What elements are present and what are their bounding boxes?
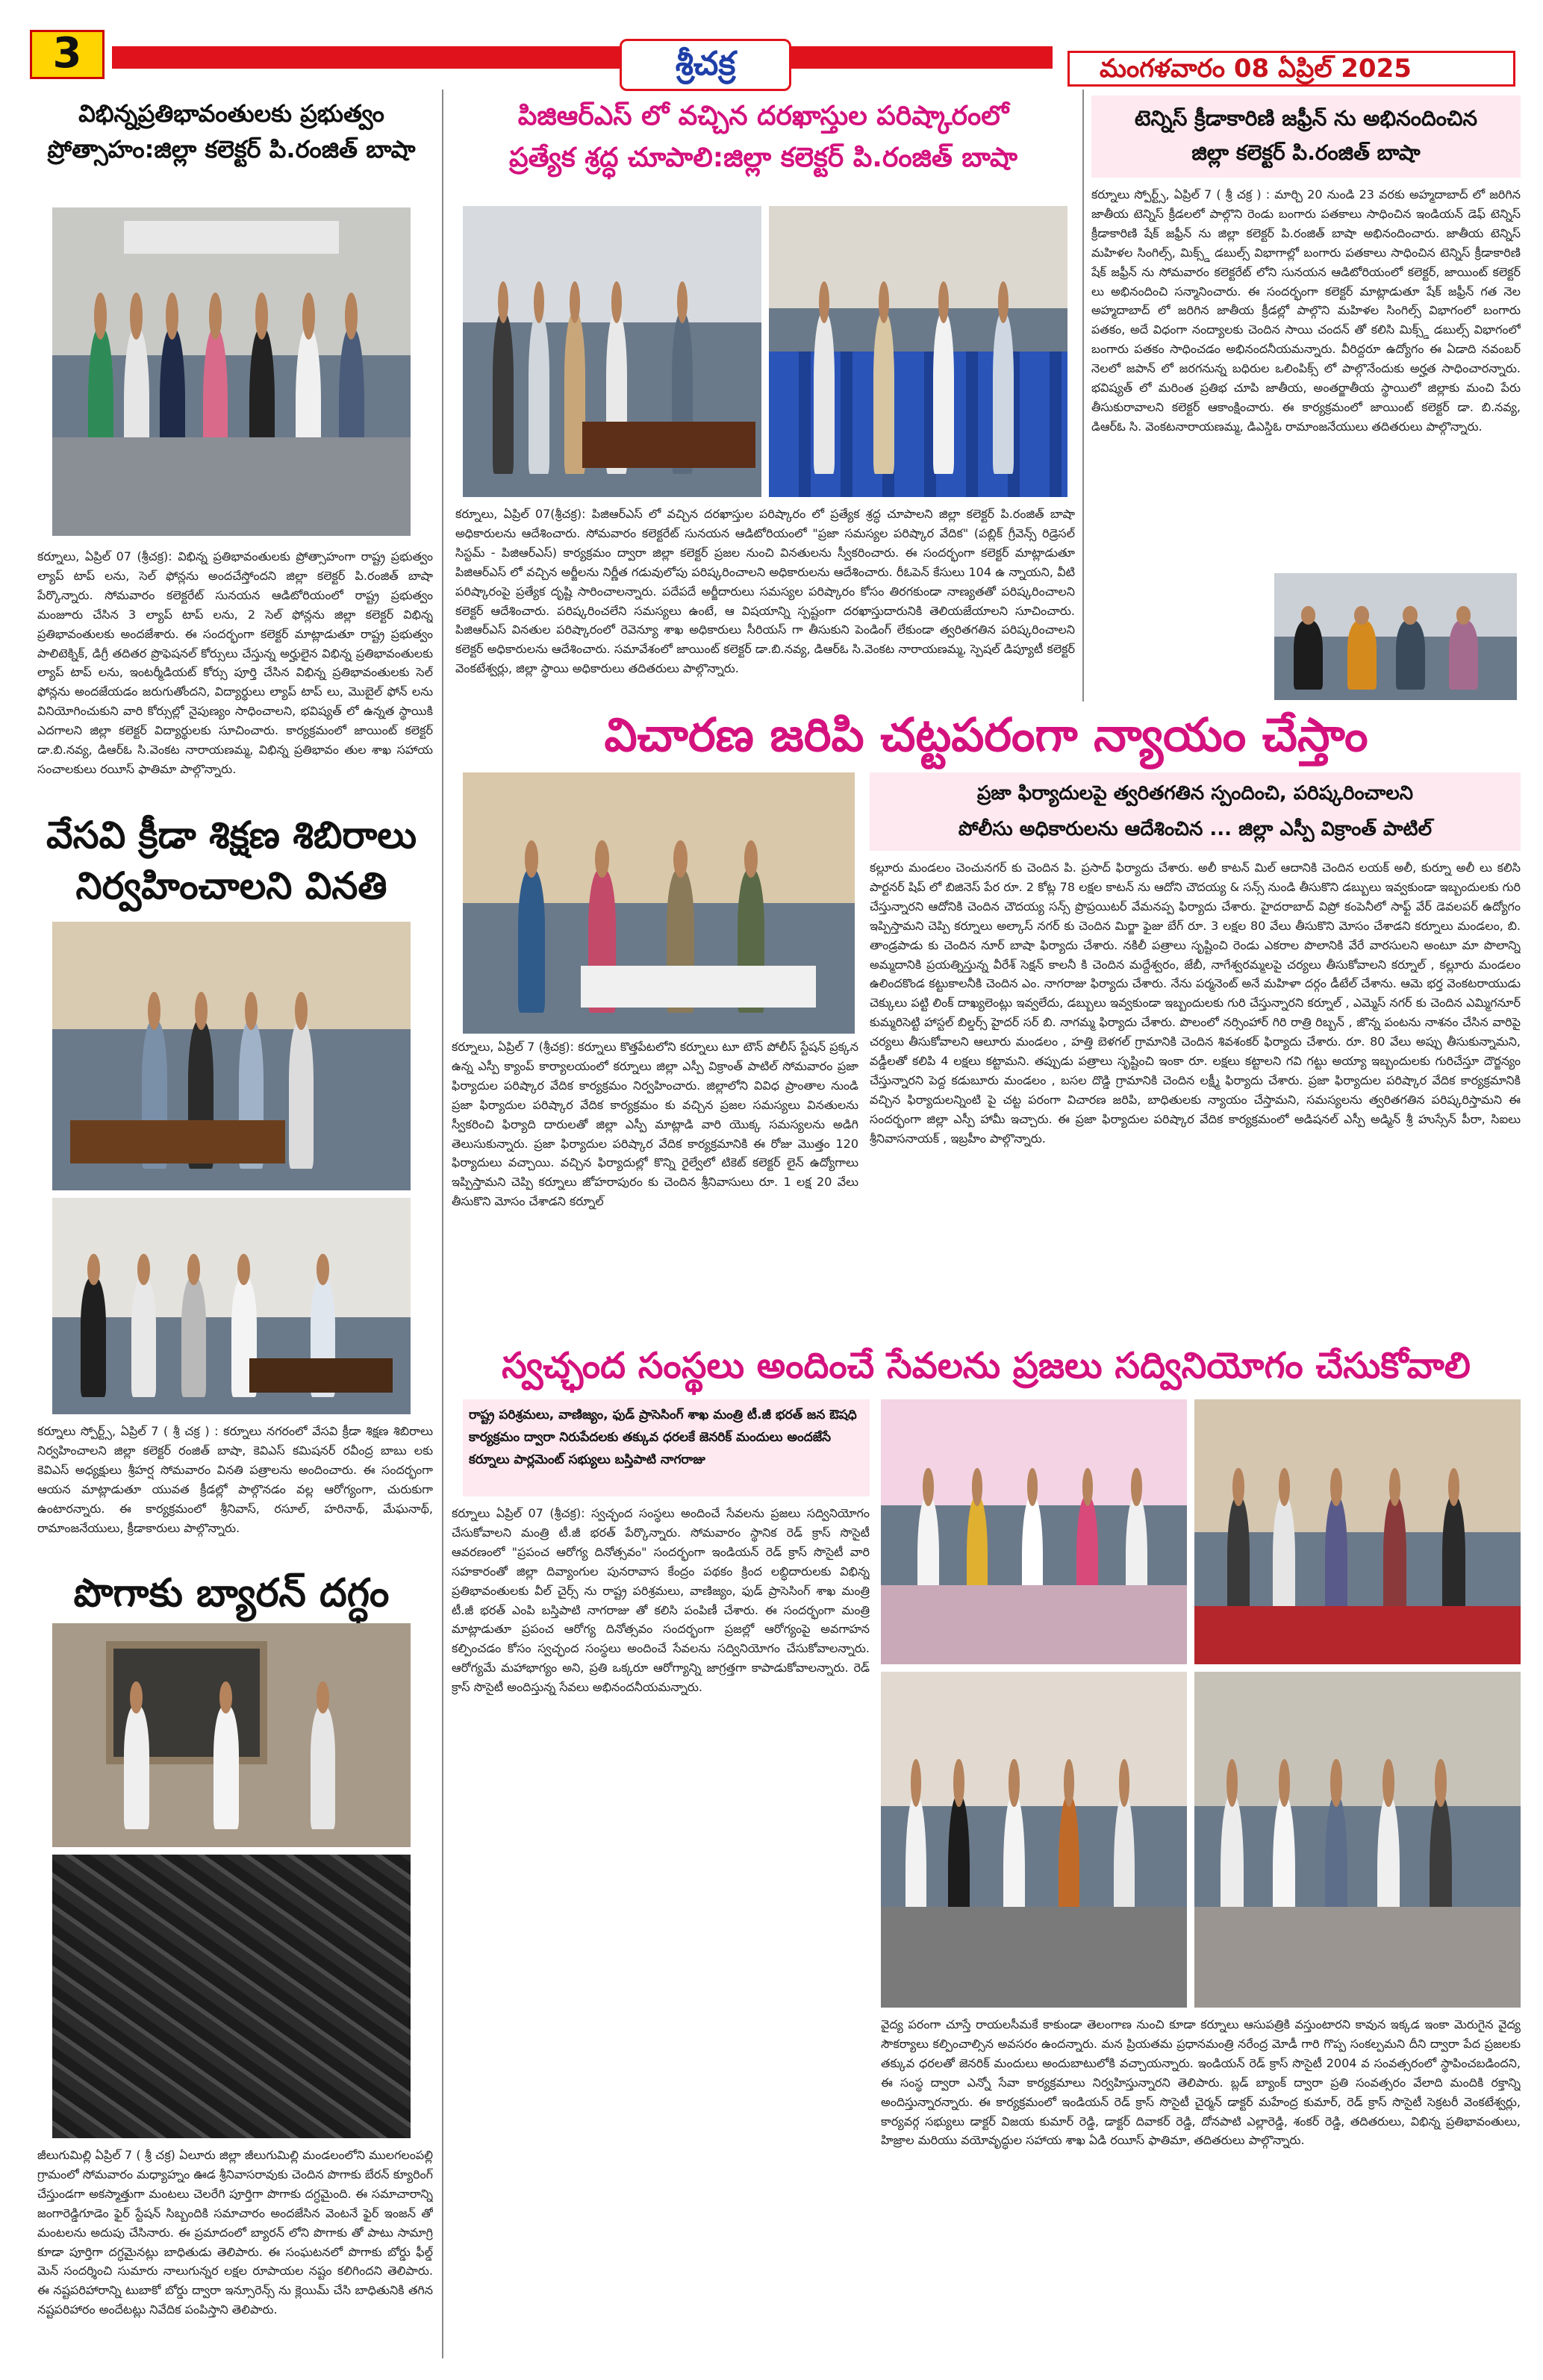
masthead-red-bar <box>112 46 1053 69</box>
article-headline: విభిన్నప్రతిభావంతులకు ప్రభుత్వం ప్రోత్సాహం:జిల్లా కలెక్టర్ పి.రంజిత్ బాషా <box>47 99 416 163</box>
article-headline: పిజిఆర్ఎస్ లో వచ్చిన దరఖాస్తుల పరిష్కారంలో ప్రత్యేక శ్రద్ధ చూపాలి:జిల్లా కలెక్టర్ పి.రంజిత్ బాషా <box>508 101 1018 173</box>
page-number: 3 <box>30 30 105 79</box>
article-body: కర్నూలు స్పోర్ట్స్, ఏప్రిల్ 7 ( శ్రీ చక్ర ) : కర్నూలు నగరంలో వేసవి క్రీడా శిక్షణ శిబిరాలు నిర్వహించాలని జిల్లా కలెక్టర్ రంజిత్ బాషా, కెవిఎస్ కమిషనర్ రవీంద్ర బాబు లకు కెవిఎస్ అధ్యక్షులు శ్రీహర్ష సోమవారం వినతి పత్రాలను అందించారు. ఈ సందర్భంగా ఆయన మాట్లాడుతూ యువత క్రీడల్లో పాల్గొనడం వల్ల ఆరోగ్యంగా, చురుకుగా ఉంటారన్నారు. ఈ కార్యక్రమంలో శ్రీనివాస్, రసూల్, హరినాథ్, మేఘనాథ్, రామాంజనేయులు, క్రీడాకారులు పాల్గొన్నారు. <box>37 1424 433 1535</box>
article-body-right: వైద్య పరంగా చూస్తే రాయలసీమకే కాకుండా తెలంగాణ నుంచి కూడా కర్నూలు ఆసుపత్రికి వస్తుంటారని కావున ఇక్కడ ఇంకా మెరుగైన వైద్య సౌకర్యాలు కల్పించాల్సిన అవసరం ఉందన్నారు. మన ప్రియతమ ప్రధానమంత్రి నరేంద్ర మోడీ గారి గొప్ప సంకల్పమని దీని ద్వారా పేద ప్రజలకు తక్కువ ధరలతో జెనరిక్ మందులు అందుబాటులోకి వచ్చాయన్నారు. ఇండియన్ రెడ్ క్రాస్ సొసైటీ 2004 వ సంవత్సరంలో స్థాపించబడిందని, ఈ సంస్థ ద్వారా ఎన్నో సేవా కార్యక్రమాలు నిర్వహిస్తున్నారని తెలిపారు. బ్లడ్ బ్యాంక్ ద్వారా ప్రతి సంవత్సరం వేలాది మందికి రక్తాన్ని అందిస్తున్నారన్నారు. ఈ కార్యక్రమంలో ఇండియన్ రెడ్ క్రాస్ సొసైటీ చైర్మన్ డాక్టర్ మహేంద్ర కుమార్, రెడ్ క్రాస్ సొసైటీ సెక్రటరీ వెంకటేశ్వర్లు, కార్యవర్గ సభ్యులు డాక్టర్ విజయ కుమార్ రెడ్డి, డాక్టర్ దివాకర్ రెడ్డి, దోనపాటి ఎల్లారెడ్డి, శంకర్ రెడ్డి, తదితరులు, విభిన్న ప్రతిభావంతులు, హిజ్రాల మరియు వయోవృద్ధుల సహాయ శాఖ ఏడి రయీస్ ఫాతిమా, తదితరులు పాల్గొన్నారు. <box>881 2017 1521 2148</box>
column-divider <box>1082 90 1084 702</box>
article-summer-sports-camps <box>30 810 433 1564</box>
photo-petition-commissioner <box>52 1198 411 1414</box>
article-subheadline: ప్రజా ఫిర్యాదులపై త్వరితగతిన స్పందించి, పరిష్కరించాలని పోలీసు అధికారులను ఆదేశించిన ... జిల్లా ఎస్పీ విక్రాంత్ పాటిల్ <box>870 772 1521 851</box>
article-subheadline: రాష్ట్ర పరిశ్రమలు, వాణిజ్యం, ఫుడ్ ప్రాసెసింగ్ శాఖ మంత్రి టీ.జీ భరత్ జన ఔషధి కార్యక్రమం ద్వారా నిరుపేదలకు తక్కువ ధరలకే జెనరిక్ మందులు అందజేసే కర్నూలు పార్లమెంట్ సభ్యులు బస్తిపాటి నాగరాజు <box>463 1399 870 1496</box>
article-body-left: కర్నూలు, ఏప్రిల్ 7 (శ్రీచక్ర): కర్నూలు కొత్తపేటలోని కర్నూలు టూ టౌన్ పోలీస్ స్టేషన్ ప్రక్కన ఉన్న ఎస్పీ క్యాంప్ కార్యాలయంలో కర్నూలు జిల్లా ఎస్పీ విక్రాంత్ పాటిల్ సోమవారం ప్రజా ఫిర్యాదుల పరిష్కార వేదిక కార్యక్రమం నిర్వహించారు. జిల్లాలోని వివిధ ప్రాంతాల నుండి ప్రజా ఫిర్యాదుల పరిష్కార వేదిక కార్యక్రమం కు వచ్చిన ప్రజల సమస్యలు వినతులను స్వీకరించి ఫిర్యాది దారులతో జిల్లా ఎస్పీ మాట్లాడి వారి యొక్క సమస్యలను అడిగి తెలుసుకున్నారు. ప్రజా ఫిర్యాదుల పరిష్కార వేదిక కార్యక్రమానికి ఈ రోజు మొత్తం 120 ఫిర్యాదులు వచ్చాయి. వచ్చిన ఫిర్యాదుల్లో కొన్ని రైల్వేలో టికెట్ కలెక్టర్ లైన్ ఉద్యోగాలు ఇప్పిస్తామని చెప్పి కర్నూలు జోహరాపురం కు చెందిన శ్రీనివాసులు రూ. 1 లక్ష 20 వేలు తీసుకొని మోసం చేశాడని కర్నూల్ <box>452 1040 858 1209</box>
article-sp-headline: విచారణ జరిపి చట్టపరంగా న్యాయం చేస్తాం <box>604 708 1368 762</box>
photo-petition-collector <box>52 922 411 1190</box>
article-headline: వేసవి క్రీడా శిక్షణ శిబిరాలు నిర్వహించాలని వినతి <box>46 813 417 908</box>
photo-collector-grievances <box>463 206 761 497</box>
photo-felicitation <box>1274 573 1517 700</box>
photo-wheelchair-beneficiaries <box>1194 1399 1521 1664</box>
column-divider <box>442 90 443 2358</box>
article-body: కర్నూలు, ఏప్రిల్ 07(శ్రీచక్ర): పిజిఆర్ఎస్ లో వచ్చిన దరఖాస్తుల పరిష్కారం లో ప్రత్యేక శ్రద్ధ చూపాలని జిల్లా కలెక్టర్ పి.రంజిత్ బాషా అధికారులను ఆదేశించారు. సోమవారం కలెక్టరేట్ సునయన ఆడిటోరియంలో "ప్రజా సమస్యల పరిష్కార వేదిక" (పబ్లిక్ గ్రీవెన్స్ రిడ్రెసల్ సిస్టమ్ - పిజిఆర్ఎస్) కార్యక్రమం ద్వారా జిల్లా కలెక్టర్ ప్రజల నుంచి వినతులను స్వీకరించారు. ఈ సందర్భంగా కలెక్టర్ మాట్లాడుతూ పిజిఆర్ఎస్ లో వచ్చిన అర్జీలను నిర్ణీత గడువులోపు పరిష్కరించాలని అధికారులను ఆదేశించారు. రీఓపెన్ కేసులు 104 ఉ న్నాయని, వీటి పరిష్కారంపై ప్రత్యేక దృష్టి సారించాలన్నారు. పదేపదే అర్జీదారులు సమస్యల పరిష్కారం కోసం తిరగకుండా నాణ్యతతో పరిష్కరించాలని కలెక్టర్ ఆదేశించారు. పరిష్కరించలేని సమస్యలు ఉంటే, ఆ విషయాన్ని స్పష్టంగా దరఖాస్తుదారునికి తెలియజేయాలని సూచించారు. పిజిఆర్ఎస్ వినతుల పరిష్కారంలో రెవెన్యూ శాఖ అధికారులు సీరియస్ గా తీసుకుని పెండింగ్ లేకుండా త్వరితగతిన పరిష్కరించాలని కలెక్టర్ అధికారులను ఆదేశించారు. సమావేశంలో జాయింట్ కలెక్టర్ డా.బి.నవ్య, డిఆర్ఓ సి.వెంకట నారాయణమ్మ, స్పెషల్ డిప్యూటీ కలెక్టర్ వెంకటేశ్వర్లు, జిల్లా స్థాయి అధికారులు తదితరులు పాల్గొన్నారు. <box>455 507 1075 676</box>
photo-laptop-distribution <box>52 207 411 536</box>
photo-auditorium-audience <box>769 206 1067 497</box>
photo-officials-group <box>1194 1672 1521 2008</box>
issue-date: మంగళవారం 08 ఏప్రిల్ 2025 <box>1067 51 1515 87</box>
photo-minister-speech <box>881 1399 1187 1664</box>
article-body-right: కల్లూరు మండలం చెంచునగర్ కు చెందిన పి. ప్రసాద్ ఫిర్యాదు చేశారు. అలీ కాటన్ మిల్ ఆదానికి చెందిన లయక్ అలీ, కుర్నూ అలీ లు కలిసి పార్టనర్ షిప్ లో బిజినెస్ పేర రూ. 2 కోట్ల 78 లక్షల కాటన్ ను ఆదోని చౌదయ్య & సన్స్ నుండి తీసుకొని డబ్బులు ఇవ్వకుండా ఇబ్బందులకు గురి చేస్తున్నారని ఆదోనికి చెందిన చౌదయ్య సన్స్ ప్రొప్రయిటర్ వేమనప్ప ఫిర్యాదు చేశారు. హైదరాబాద్ విప్రో కంపెనీలో సాఫ్ట్ వేర్ డెవలపర్ ఉద్యోగం ఇప్పిస్తామని చెప్పి కర్నూలు అల్కాస్ నగర్ కు చెందిన మిర్జా ఫైజు బేగ్ రూ. 3 లక్షల 80 వేలు తీసుకొని మోసం చేశాడని కర్నూలు మండలం, బి. తాండ్రపాడు కు చెందిన నూర్ బాషా ఫిర్యాదు చేశారు. నకిలీ పత్రాలు సృష్టించి రెండు ఎకరాల పొలానికి వేరే వారసులని అంటూ మా పొలాన్ని అమ్మదానికి ప్రయత్నిస్తున్న వీరేశ్ సెక్షన్ కాలనీ కి చెందిన మద్దేశ్వరం, జేబీ, నాగేశ్వరమ్మలపై చర్యలు తీసుకోవాలని కర్నూల్ , కల్లూరు మండలం ఉలిందకొండ కట్టుకాలనీకి చెందిన ఎం. నాగరాజు ఫిర్యాదు చేశారు. నేను పర్మనెంట్ అనే మహిళా దర్గం డీటేల్ చేశాను. ఆమె భర్త వెంకటరాయుడు చెక్కులు పట్టి లింక్ దాఖ్యలెంట్లు ఇవ్వలేదు, డబ్బులు ఇవ్వకుండా ఇబ్బందులకు గురి చేస్తున్నారని కర్నూల్ , ఎమ్మెస్ నగర్ కు చెందిన ఎమ్మిగనూర్ కుమ్మరిసెట్టి హాస్టల్ బిల్డర్స్ హైదర్ సర్ బి. నాగమ్మ ఫిర్యాదు చేశారు. పొలంలో నర్సింహార్ గిరి రాత్రి రిబ్బన్ , జొన్న పంటను నాశనం చేసిన వారిపై చర్యలు తీసుకోవాలని ఆలూరు మండలం , హత్తి బెళగల్ గ్రామానికి చెందిన శివశంకర్ ఫిర్యాదు చేశారు. రూ. 80 వేలు అప్పు తీసుకున్నామని, వడ్డీలతో కలిపి 4 లక్షలు కట్టామని. తప్పుడు పత్రాలు సృష్టించి ఇంకా రూ. లక్షలు కట్టాలని గవి గట్టు అయ్యా ఇబ్బందులకు గురిచేస్తూ దౌర్జన్యం చేస్తున్నారని పెద్ద కడుబూరు మండలం , బసల దొడ్డి గ్రామానికి చెందిన లక్ష్మీ ఫిర్యాదు చేశారు. ప్రజా ఫిర్యాదుల పరిష్కార వేదిక కార్యక్రమానికి వచ్చిన ఫిర్యాదులన్నింటి పై చట్ట పరంగా విచారణ జరిపి, బాధితులకు న్యాయం చేస్తామని, సమస్యలను త్వరితగతిన పరిష్కరిస్తామని ఈ సందర్భంగా జిల్లా ఎస్పీ హామీ ఇచ్చారు. ఈ ప్రజా ఫిర్యాదుల పరిష్కార వేదిక కార్యక్రమంలో అడిషనల్ ఎస్పీ అడ్మిన్ శ్రీ హుస్సేన్ పీరా, సిఐలు శ్రీనివాసనాయక్ , ఇబ్రహీం పాల్గొన్నారు. <box>870 861 1521 1146</box>
article-pgrs-applications <box>452 96 1075 700</box>
photo-wheelchair-distribution <box>881 1672 1187 2008</box>
newspaper-logo: శ్రీచక్ర <box>620 39 791 91</box>
photo-barn-officials <box>52 1623 411 1847</box>
article-headline: టెన్నిస్ క్రీడాకారిణి జఫ్రీన్ ను అభినందించిన జిల్లా కలెక్టర్ పి.రంజిత్ బాషా <box>1134 106 1478 165</box>
article-body-left: కర్నూలు ఏప్రిల్ 07 (శ్రీచక్ర): స్వచ్ఛంద సంస్థలు అందించే సేవలను ప్రజలు సద్వినియోగం చేసుకోవాలని మంత్రి టీ.జీ భరత్ పేర్కొన్నారు. సోమవారం స్థానిక రెడ్ క్రాస్ సొసైటీ ఆవరణంలో "ప్రపంచ ఆరోగ్య దినోత్సవం" సందర్భంగా ఇండియన్ రెడ్ క్రాస్ సొసైటీ వారి సహకారంతో జిల్లా దివ్యాంగుల పునరావాస కేంద్రం పథకం క్రింద లబ్ధిదారులకు విభిన్న ప్రతిభావంతులకు వీల్ చైర్స్ ను రాష్ట్ర పరిశ్రమలు, వాణిజ్యం, ఫుడ్ ప్రాసెసింగ్ శాఖ మంత్రి టీ.జీ భరత్ ఎంపి బస్తిపాటి నాగరాజు తో కలిసి పంపిణీ చేశారు. ఈ సందర్భంగా మంత్రి మాట్లాడుతూ ప్రపంచ ఆరోగ్య దినోత్సవం సందర్భంగా ప్రజల్లో ఆరోగ్యంపై అవగాహన కల్పించడం కోసం స్వచ్ఛంద సంస్థలు అందించే సేవలను సద్వినియోగం చేసుకోవాలన్నారు. ఆరోగ్యమే మహాభాగ్యం అని, ప్రతి ఒక్కరూ ఆరోగ్యాన్ని జాగ్రత్తగా కాపాడుకోవాలన్నారు. రెడ్ క్రాస్ సొసైటీ అందిస్తున్న సేవలు అభినందనీయమన్నారు. <box>452 1506 870 1695</box>
photo-sp-grievance-meeting <box>463 772 855 1034</box>
article-body: కర్నూలు స్పోర్ట్స్, ఏప్రిల్ 7 ( శ్రీ చక్ర ) : మార్చి 20 నుండి 23 వరకు అహ్మదాబాద్ లో జరిగిన జాతీయ టెన్నిస్ క్రీడలలో పాల్గొని రెండు బంగారు పతకాలు సాధించిన ఇండియన్ డెఫ్ టెన్నిస్ క్రీడాకారిణి షేక్ జఫ్రీన్ ను జిల్లా కలెక్టర్ పి.రంజిత్ బాషా అభినందించారు. జాతీయ టెన్నిస్ మహిళల సింగిల్స్, మిక్స్డ్ డబుల్స్ విభాగాల్లో బంగారు పతకాలు సాధించిన టెన్నిస్ క్రీడాకారిణి షేక్ జఫ్రీన్ ను సోమవారం కలెక్టరేట్ లోని సునయన ఆడిటోరియంలో కలెక్టర్, జాయింట్ కలెక్టర్ లు అభినందించి సన్మానించారు. ఈ సందర్భంగా కలెక్టర్ మాట్లాడుతూ షేక్ జఫ్రీన్ గత నెల అహ్మదాబాద్ లో జరిగిన జాతీయ క్రీడల్లో పాల్గొని మహిళల సింగిల్స్ విభాగంలో బంగారు పతకం, అదే విధంగా నంద్యాలకు చెందిన సాయి చందన్ తో కలిసి మిక్స్డ్ డబుల్స్ విభాగంలో బంగారు పతకం సాధించడం అభినందనీయమన్నారు. వీరిద్దరూ ఉద్యోగం ఈ ఏడాది నవంబర్ నెలలో జపాన్ లో జరగనున్న బధిరుల ఒలింపిక్స్ లో పాల్గొనేందుకు అర్హత సాధించారన్నారు. భవిష్యత్ లో మరింత ప్రతిభ చూపి జాతీయ, అంతర్జాతీయ స్థాయిలో జిల్లాకు మంచి పేరు తీసుకురావాలని కలెక్టర్ ఆకాంక్షించారు. ఈ కార్యక్రమంలో జాయింట్ కలెక్టర్ డా. బి.నవ్య, డిఆర్ఓ సి. వెంకటనారాయణమ్మ, డిఎస్డిఓ రామాంజనేయులు తదితరులు పాల్గొన్నారు. <box>1091 187 1521 434</box>
article-body: జీలుగుమిల్లి ఏప్రిల్ 7 ( శ్రీ చక్ర) ఏలూరు జిల్లా జీలుగుమిల్లి మండలంలోని ములగలంపల్లి గ్రామంలో సోమవారం మధ్యాహ్నం ఊడ శ్రీనివాసరావుకు చెందిన పొగాకు బేరన్ క్యూరింగ్ చేస్తుండగా అకస్మాత్తుగా మంటలు చెలరేగి పూర్తిగా పొగాకు దగ్ధమైంది. ఈ సమాచారాన్ని జంగారెడ్డిగూడెం ఫైర్ స్టేషన్ సిబ్బందికి సమాచారం అందజేసిన వెంటనే ఫైర్ ఇంజన్ తో మంటలను అదుపు చేసినారు. ఈ ప్రమాదంలో బ్యారన్ లోని పొగాకు తో పాటు సామాగ్రి కూడా పూర్తిగా దగ్ధమైనట్లు బాధితుడు తెలిపారు. ఈ సంఘటనలో పొగాకు బోర్డు ఫీల్డ్ మెన్ సందర్శించి సుమారు నాలుగున్నర లక్షల రూపాయల నష్టం కలిగిందని తెలిపారు. ఈ నష్టపరిహారాన్ని టుబాకో బోర్డు ద్వారా ఇన్సూరెన్స్ ను క్లెయిమ్ చేసి బాధితునికి తగిన నష్టపరిహారం అందేటట్లు నివేదిక పంపిస్తాని తెలిపారు. <box>37 2148 433 2317</box>
article-headline: పొగాకు బ్యారన్ దగ్ధం <box>73 1571 390 1616</box>
article-red-cross-headline: స్వచ్ఛంద సంస్థలు అందించే సేవలను ప్రజలు సద్వినియోగం చేసుకోవాలి <box>502 1345 1471 1387</box>
article-body: కర్నూలు, ఏప్రిల్ 07 (శ్రీచక్ర): విభిన్న ప్రతిభావంతులకు ప్రోత్సాహంగా రాష్ట్ర ప్రభుత్వం ల్యాప్ టాప్ లను, సెల్ ఫోన్లను అందచేస్తోందని జిల్లా కలెక్టర్ పి.రంజిత్ బాషా పేర్కొన్నారు. సోమవారం కలెక్టరేట్ సునయన ఆడిటోరియంలో రాష్ట్ర ప్రభుత్వం మంజూరు చేసిన 3 ల్యాప్ టాప్ లను, 2 సెల్ ఫోన్లను జిల్లా కలెక్టర్ విభిన్న ప్రతిభావంతులకు అందజేశారు. ఈ సందర్భంగా కలెక్టర్ మాట్లాడుతూ రాష్ట్ర ప్రభుత్వం పాలిటెక్నిక్, డిగ్రీ తదితర ప్రొఫెషనల్ కోర్సులు చేస్తున్న అర్హులైన విభిన్న ప్రతిభావంతులకు ల్యాప్ టాప్ లను, ఇంటర్మీడియట్ కోర్సు పూర్తి చేసిన విభిన్న ప్రతిభావంతులకు సెల్ ఫోన్లను అందజేయడం జరుగుతోందని, విద్యార్థులు ల్యాప్ టాప్ లు, మొబైల్ ఫోన్ లను వినియోగించుకుని వారి కోర్సుల్లో నైపుణ్యం సాధించాలని, భవిష్యత్ లో ఉన్నత స్థాయికి ఎదగాలని జిల్లా కలెక్టర్ విద్యార్థులకు సూచించారు. కార్యక్రమంలో జాయింట్ కలెక్టర్ డా.బి.నవ్య, డిఆర్ఓ సి.వెంకట నారాయణమ్మ, విభిన్న ప్రతిభావం తుల శాఖ సహాయ సంచాలకులు రయీస్ ఫాతిమా పాల్గొన్నారు. <box>37 549 433 776</box>
masthead <box>0 0 1543 88</box>
article-tobacco-barn-fire <box>30 1567 433 2358</box>
photo-burnt-tobacco <box>52 1855 411 2138</box>
article-tennis-player <box>1091 96 1521 700</box>
